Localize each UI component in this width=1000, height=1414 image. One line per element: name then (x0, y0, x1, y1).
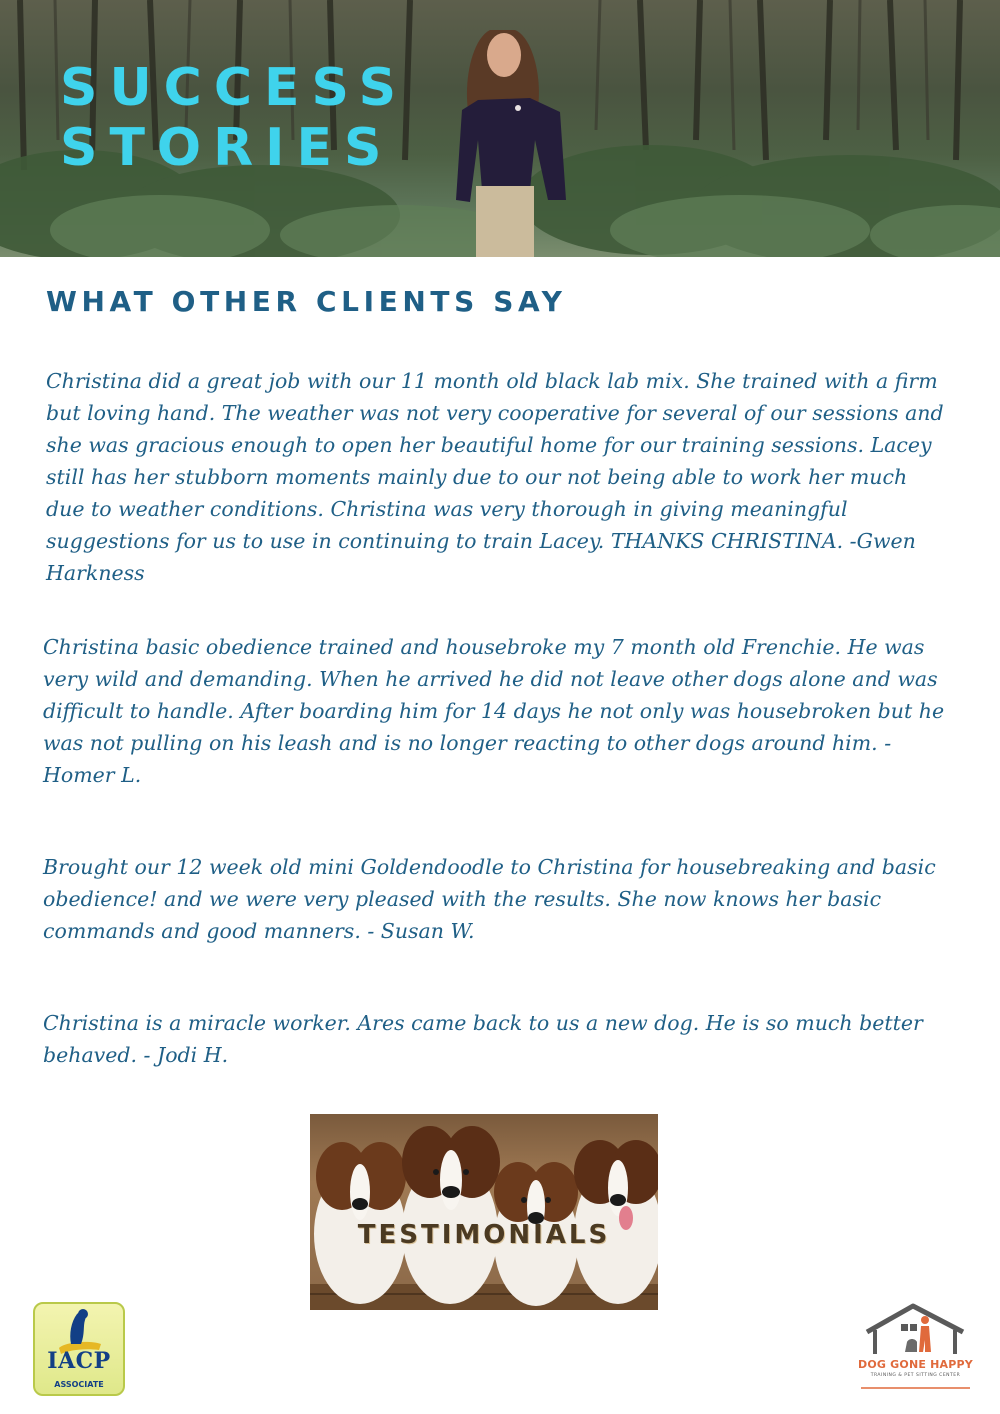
hero-title-line-2: STORIES (60, 118, 394, 178)
dog-gone-happy-logo (853, 1302, 978, 1398)
dog-gone-happy-name: DOG GONE HAPPY (858, 1358, 973, 1371)
house-icon (853, 1302, 978, 1398)
testimonial-jodi: Christina is a miracle worker. Ares came back to us a new dog. He is so much better behaved. - Jodi H. (43, 1011, 923, 1067)
puppies-illustration (310, 1114, 658, 1310)
iacp-associate-logo (33, 1302, 125, 1396)
dog-gone-happy-tagline: TRAINING & PET SITTING CENTER (870, 1373, 961, 1378)
testimonial-homer: Christina basic obedience trained and housebroke my 7 month old Frenchie. He was very wild and demanding. When he arrived he did not leave other dogs alone and was difficult to handle. After boarding him for 14 days he not only was housebroken but he was not pulling on his leash and is no longer reacting to other dogs around him. - Homer L. (43, 635, 945, 787)
hero-banner (0, 0, 1000, 257)
iacp-level: ASSOCIATE (54, 1380, 104, 1389)
hero-title (60, 58, 408, 178)
testimonial-susan: Brought our 12 week old mini Goldendoodle to Christina for housebreaking and basic obedience! and we were very pleased with the results. She now knows her basic commands and good manners. - Susan W. (43, 855, 936, 943)
hero-title-line-1: SUCCESS (60, 58, 409, 118)
testimonial-gwen: Christina did a great job with our 11 month old black lab mix. She trained with a firm but loving hand. The weather was not very cooperative for several of our sessions and she was gracious enough to open her beautiful home for our training sessions. Lacey still has her stubborn moments mainly due to our not being able to work her much due to weather conditions. Christina was very thorough in giving meaningful suggestions for us to use in continuing to train Lacey. THANKS CHRISTINA. -Gwen Harkness (46, 369, 944, 585)
testimonials-caption: TESTIMONIALS (357, 1220, 611, 1250)
section-heading: WHAT OTHER CLIENTS SAY (46, 285, 567, 318)
iacp-name: IACP (47, 1348, 111, 1374)
testimonials-puppies-image (310, 1114, 658, 1310)
